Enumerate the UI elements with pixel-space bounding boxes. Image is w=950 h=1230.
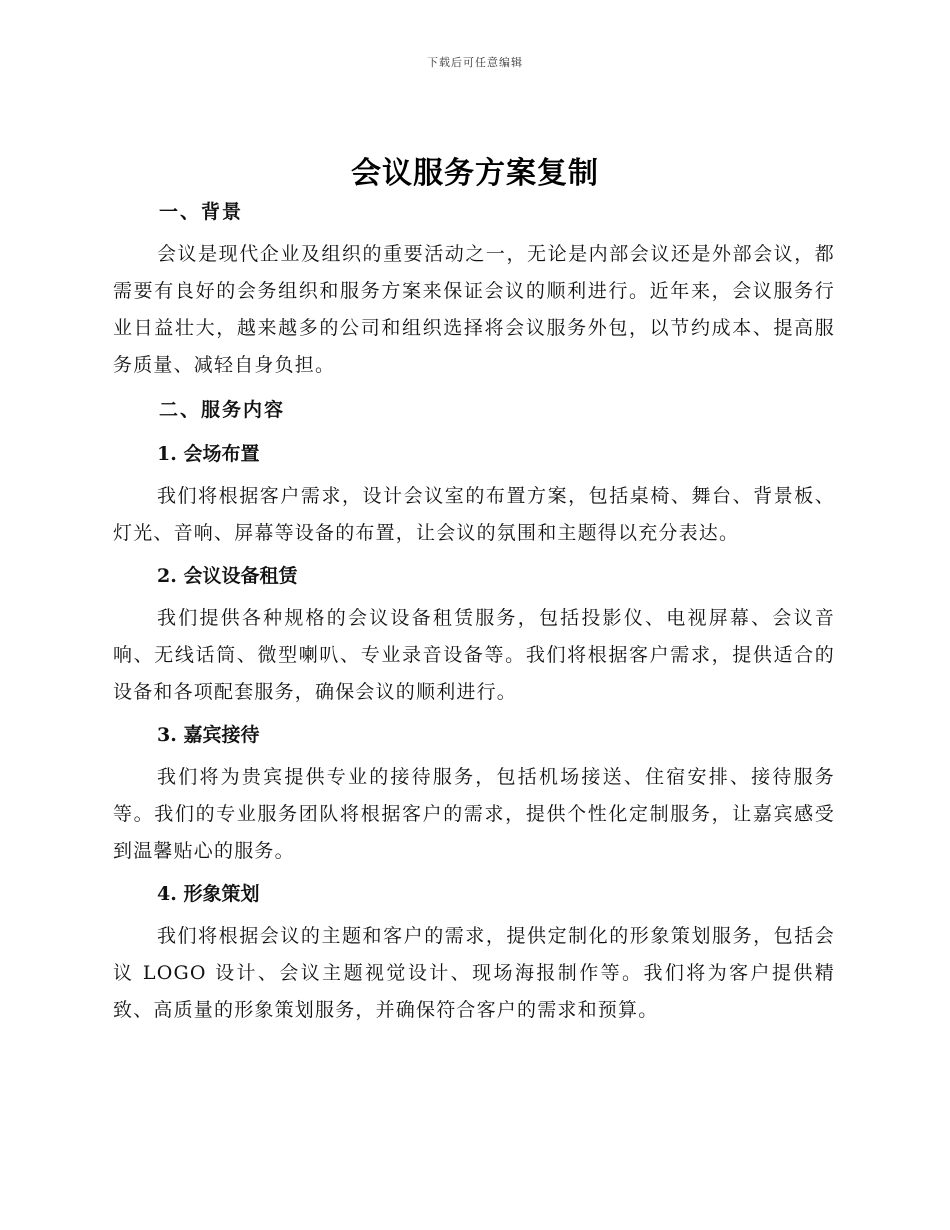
branding-paragraph: 我们将根据会议的主题和客户的需求，提供定制化的形象策划服务，包括会议 LOGO 设计、会议主题视觉设计、现场海报制作等。我们将为客户提供精致、高质量的形象策划服务，并确保符合客户的需求和预算。: [113, 925, 835, 1021]
subsection-heading-reception: 3. 嘉宾接待: [157, 724, 260, 746]
background-paragraph: 会议是现代企业及组织的重要活动之一，无论是内部会议还是外部会议，都需要有良好的会务组织和服务方案来保证会议的顺利进行。近年来，会议服务行业日益壮大，越来越多的公司和组织选择将会议服务外包，以节约成本、提高服务质量、减轻自身负担。: [113, 243, 835, 376]
section-heading-services: 二、服务内容: [159, 399, 286, 421]
subsection-heading-branding: 4. 形象策划: [157, 883, 260, 905]
document-body: [113, 194, 835, 1029]
header-note: 下载后可任意编辑: [427, 56, 523, 69]
venue-paragraph: 我们将根据客户需求，设计会议室的布置方案，包括桌椅、舞台、背景板、灯光、音响、屏幕等设备的布置，让会议的氛围和主题得以充分表达。: [113, 485, 835, 544]
equipment-paragraph: 我们提供各种规格的会议设备租赁服务，包括投影仪、电视屏幕、会议音响、无线话筒、微型喇叭、专业录音设备等。我们将根据客户需求，提供适合的设备和各项配套服务，确保会议的顺利进行。: [113, 607, 835, 703]
subsection-heading-venue: 1. 会场布置: [157, 443, 260, 465]
section-heading-background: 一、背景: [159, 201, 244, 223]
document-title: 会议服务方案复制: [351, 156, 599, 191]
subsection-heading-equipment: 2. 会议设备租赁: [157, 565, 298, 587]
reception-paragraph: 我们将为贵宾提供专业的接待服务，包括机场接送、住宿安排、接待服务等。我们的专业服务团队将根据客户的需求，提供个性化定制服务，让嘉宾感受到温馨贴心的服务。: [113, 766, 835, 862]
